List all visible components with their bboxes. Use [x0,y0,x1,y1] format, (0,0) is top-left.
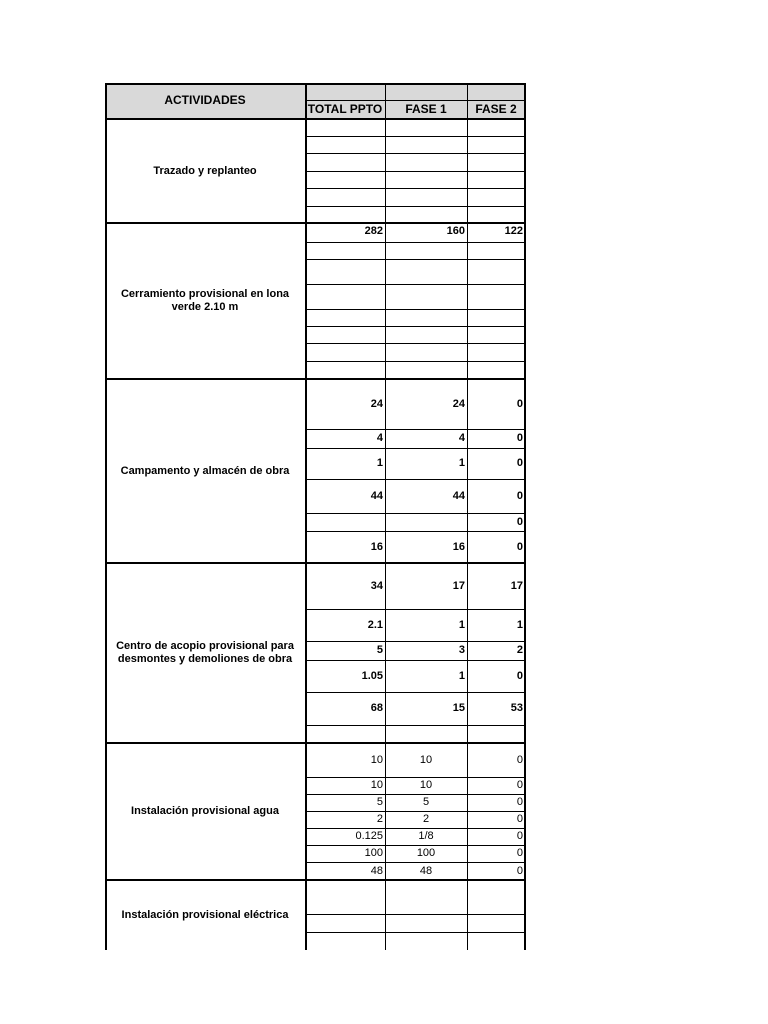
cell-fase-2 [467,284,525,309]
cell-total-ppto: 4 [376,432,383,445]
cell-total-ppto [305,326,385,343]
row-gridline [305,361,525,362]
header-fase-1: FASE 1 [385,83,467,119]
cell-fase-1: 16 [452,540,465,553]
cell-fase-1: 17 [452,579,465,592]
cell-fase-1: 1 [458,618,465,631]
cell-fase-1: 15 [452,702,465,715]
cell-fase-2 [467,914,525,932]
cell-fase-2 [467,242,525,259]
cell-total-ppto [305,206,385,223]
cell-fase-1 [385,188,467,206]
row-gridline [305,531,525,532]
cell-total-ppto [305,259,385,284]
cell-fase-2 [467,153,525,171]
cell-fase-1 [385,880,467,914]
cell-fase-2: 0 [516,432,523,445]
cell-total-ppto: 10 [370,779,383,792]
table-top-border [105,83,525,85]
cell-fase-1: 1 [458,457,465,470]
row-gridline [305,777,525,778]
activity-label: Instalación provisional agua [131,805,279,818]
row-gridline [305,513,525,514]
cell-fase-2: 0 [516,515,523,528]
cell-fase-1 [385,153,467,171]
row-gridline [305,171,525,172]
cell-fase-2 [467,932,525,950]
cell-fase-1: 100 [416,847,436,860]
cell-fase-1 [385,119,467,136]
cell-fase-1 [385,171,467,188]
cell-fase-2 [467,880,525,914]
cell-total-ppto [305,188,385,206]
cell-fase-2: 0 [516,779,523,792]
cell-fase-2 [467,309,525,326]
cell-total-ppto: 24 [370,397,383,410]
cell-total-ppto: 44 [370,489,383,502]
cell-total-ppto: 100 [364,847,383,860]
cell-fase-1: 1 [458,669,465,682]
row-gridline [305,641,525,642]
cell-fase-1 [385,343,467,361]
activity-label: Campamento y almacén de obra [120,464,290,477]
cell-total-ppto [305,309,385,326]
column-divider [467,83,468,950]
cell-fase-2: 122 [504,225,523,237]
cell-fase-1: 160 [446,225,465,237]
row-gridline [305,429,525,430]
cell-fase-1: 44 [452,489,465,502]
cell-fase-1 [385,284,467,309]
cell-total-ppto [305,880,385,914]
cell-fase-1 [385,361,467,379]
row-gridline [305,479,525,480]
cell-total-ppto [305,136,385,153]
cell-total-ppto: 1.05 [361,669,383,682]
cell-total-ppto [305,284,385,309]
cell-fase-2: 0 [516,830,523,843]
cell-total-ppto: 0.125 [355,830,383,843]
row-gridline [305,153,525,154]
cell-total-ppto [305,361,385,379]
cell-total-ppto: 34 [370,579,383,592]
activity-label: Trazado y replanteo [153,164,257,177]
cell-fase-1 [385,136,467,153]
cell-fase-1: 10 [419,753,433,766]
cell-total-ppto: 2.1 [367,618,383,631]
cell-fase-1 [385,513,467,531]
cell-fase-2 [467,343,525,361]
cell-fase-2 [467,206,525,223]
cell-fase-1: 48 [419,864,433,877]
cell-total-ppto [305,242,385,259]
row-gridline [305,448,525,449]
activity-label: Instalación provisional eléctrica [121,908,289,921]
cell-fase-1: 10 [419,779,433,792]
cell-fase-2 [467,188,525,206]
row-gridline [305,845,525,846]
cell-total-ppto: 2 [376,813,383,826]
cell-fase-1: 2 [422,813,430,826]
row-gridline [305,725,525,726]
left-border [105,83,107,950]
row-gridline [305,242,525,243]
row-gridline [305,914,525,915]
cell-fase-1 [385,932,467,950]
cell-total-ppto: 282 [364,225,383,237]
row-gridline [305,862,525,863]
cell-fase-1 [385,725,467,743]
cell-fase-1 [385,326,467,343]
cell-fase-1 [385,242,467,259]
cell-fase-2: 0 [516,847,523,860]
cell-fase-2: 0 [516,540,523,553]
cell-fase-2: 0 [516,753,523,766]
header-split-line [305,100,525,101]
row-gridline [305,828,525,829]
cell-fase-2: 0 [516,457,523,470]
row-gridline [305,794,525,795]
column-divider [385,83,386,950]
cell-total-ppto: 16 [370,540,383,553]
cell-fase-2: 0 [516,669,523,682]
cell-fase-2 [467,136,525,153]
cell-fase-1: 24 [452,397,465,410]
cell-fase-1: 3 [458,644,465,657]
row-gridline [305,284,525,285]
cell-fase-2 [467,361,525,379]
cell-fase-2 [467,119,525,136]
row-gridline [305,259,525,260]
row-gridline [305,326,525,327]
cell-total-ppto: 1 [376,457,383,470]
cell-total-ppto [305,725,385,743]
cell-fase-2: 0 [516,489,523,502]
cell-fase-2 [467,326,525,343]
row-gridline [305,609,525,610]
cell-total-ppto: 5 [376,796,383,809]
cell-fase-2 [467,259,525,284]
cell-total-ppto [305,153,385,171]
cell-fase-1: 1/8 [418,830,434,843]
cell-fase-1: 5 [422,796,430,809]
cell-fase-2: 2 [516,644,523,657]
row-gridline [305,932,525,933]
cell-fase-2: 17 [510,579,523,592]
cell-total-ppto [305,343,385,361]
cell-total-ppto [305,513,385,531]
cell-fase-1 [385,206,467,223]
row-gridline [305,343,525,344]
cell-fase-1 [385,914,467,932]
cell-total-ppto: 10 [370,753,383,766]
cell-total-ppto [305,932,385,950]
cell-total-ppto [305,914,385,932]
cell-fase-2: 1 [516,618,523,631]
cell-total-ppto: 68 [370,702,383,715]
row-gridline [305,206,525,207]
activity-label: Cerramiento provisional en lona verde 2.10 m [120,288,290,313]
header-actividades: ACTIVIDADES [105,83,305,119]
row-gridline [305,136,525,137]
header-fase-2: FASE 2 [467,83,525,119]
cell-fase-2 [467,171,525,188]
column-divider [305,83,307,950]
cell-total-ppto: 5 [376,644,383,657]
cell-total-ppto [305,119,385,136]
cell-fase-2 [467,725,525,743]
right-border [524,83,526,950]
row-gridline [305,692,525,693]
cell-fase-2: 0 [516,397,523,410]
header-total-ppto: TOTAL PPTO [305,83,385,119]
cell-fase-1 [385,309,467,326]
row-gridline [305,811,525,812]
cell-fase-1: 4 [458,432,465,445]
cell-fase-2: 0 [516,864,523,877]
cell-fase-2: 53 [510,702,523,715]
cell-fase-1 [385,259,467,284]
cell-total-ppto [305,171,385,188]
row-gridline [305,309,525,310]
activity-label: Centro de acopio provisional para desmontes y demoliones de obra [116,640,294,665]
cell-fase-2: 0 [516,796,523,809]
cell-fase-2: 0 [516,813,523,826]
row-gridline [305,660,525,661]
row-gridline [305,188,525,189]
cell-total-ppto: 48 [370,864,383,877]
